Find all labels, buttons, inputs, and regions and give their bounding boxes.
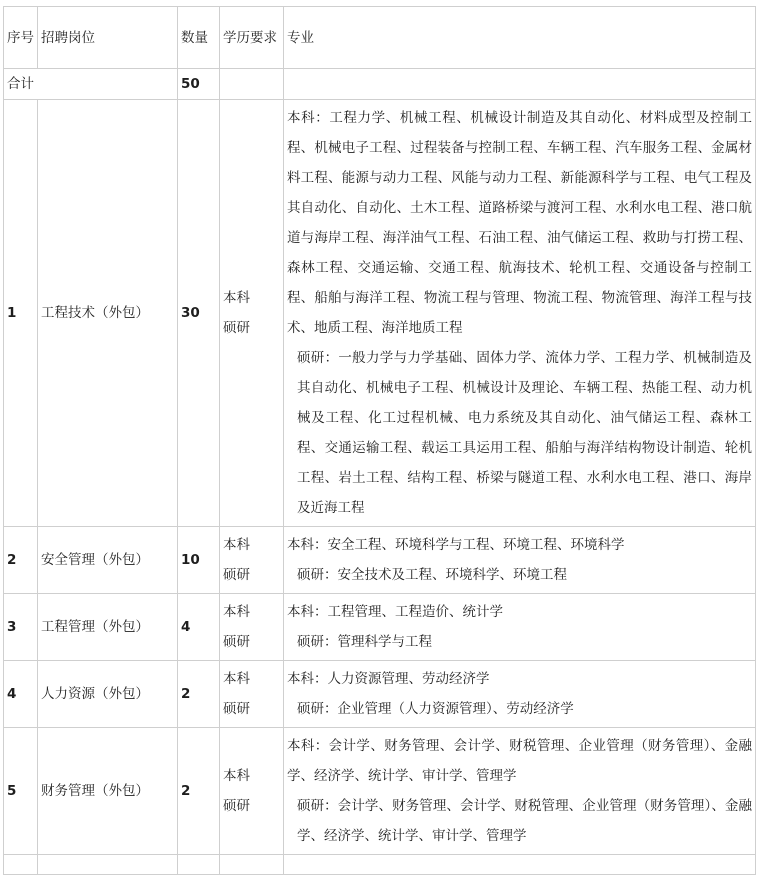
header-seq: 序号 xyxy=(4,7,38,69)
major-master: 硕研：一般力学与力学基础、固体力学、流体力学、工程力学、机械制造及其自动化、机械电子工程、机械设计及理论、车辆工程、热能工程、动力机械及工程、化工过程机械、电力系统及其自动化、油气储运工程、森林工程、交通运输工程、载运工具运用工程、船舶与海洋结构物设计制造、轮机工程、岩土工程、结构工程、桥梁与隧道工程、水利水电工程、港口、海岸及近海工程 xyxy=(297,350,752,516)
education-bachelor: 本科 xyxy=(223,768,250,784)
row-seq: 1 xyxy=(4,100,38,527)
major-bachelor: 本科：安全工程、环境科学与工程、环境工程、环境科学 xyxy=(287,537,625,553)
major-master: 硕研：企业管理（人力资源管理）、劳动经济学 xyxy=(297,701,574,717)
row-major xyxy=(284,661,756,728)
row-major xyxy=(284,594,756,661)
header-major: 专业 xyxy=(284,7,756,69)
major-bachelor: 本科：工程力学、机械工程、机械设计制造及其自动化、材料成型及控制工程、机械电子工程、过程装备与控制工程、车辆工程、汽车服务工程、金属材料工程、能源与动力工程、风能与动力工程、新能源科学与工程、电气工程及其自动化、自动化、土木工程、道路桥梁与渡河工程、水利水电工程、港口航道与海岸工程、海洋油气工程、石油工程、油气储运工程、救助与打捞工程、森林工程、交通运输、交通工程、航海技术、轮机工程、交通设备与控制工程、船舶与海洋工程、物流工程与管理、物流工程、物流管理、海洋工程与技术、地质工程、海洋地质工程 xyxy=(287,110,752,336)
row-seq: 3 xyxy=(4,594,38,661)
row-seq: 5 xyxy=(4,728,38,855)
row-education xyxy=(220,100,284,527)
row-position: 工程管理（外包） xyxy=(38,594,178,661)
row-position: 财务管理（外包） xyxy=(38,728,178,855)
row-count: 4 xyxy=(178,594,220,661)
header-position: 招聘岗位 xyxy=(38,7,178,69)
education-bachelor: 本科 xyxy=(223,604,250,620)
row-major xyxy=(284,100,756,527)
education-master: 硕研 xyxy=(223,798,250,814)
row-position: 安全管理（外包） xyxy=(38,527,178,594)
row-education xyxy=(220,527,284,594)
total-row xyxy=(4,69,756,100)
education-master: 硕研 xyxy=(223,320,250,336)
major-bachelor: 本科：工程管理、工程造价、统计学 xyxy=(287,604,503,620)
education-master: 硕研 xyxy=(223,567,250,583)
row-major xyxy=(284,527,756,594)
education-bachelor: 本科 xyxy=(223,537,250,553)
table-row xyxy=(4,661,756,728)
total-label: 合计 xyxy=(4,69,178,100)
total-count: 50 xyxy=(178,69,220,100)
table-row xyxy=(4,594,756,661)
row-count: 2 xyxy=(178,661,220,728)
education-master: 硕研 xyxy=(223,701,250,717)
row-count: 2 xyxy=(178,728,220,855)
row-count: 10 xyxy=(178,527,220,594)
major-bachelor: 本科：会计学、财务管理、会计学、财税管理、企业管理（财务管理）、金融学、经济学、统计学、审计学、管理学 xyxy=(287,738,752,784)
table-row xyxy=(4,728,756,855)
major-master: 硕研：管理科学与工程 xyxy=(297,634,432,650)
header-count: 数量 xyxy=(178,7,220,69)
recruitment-table xyxy=(3,6,756,875)
row-education xyxy=(220,728,284,855)
education-bachelor: 本科 xyxy=(223,671,250,687)
total-education xyxy=(220,69,284,100)
major-bachelor: 本科：人力资源管理、劳动经济学 xyxy=(287,671,490,687)
table-row xyxy=(4,100,756,527)
education-bachelor: 本科 xyxy=(223,290,250,306)
row-seq: 2 xyxy=(4,527,38,594)
row-education xyxy=(220,594,284,661)
row-position: 工程技术（外包） xyxy=(38,100,178,527)
education-master: 硕研 xyxy=(223,634,250,650)
row-education xyxy=(220,661,284,728)
row-count: 30 xyxy=(178,100,220,527)
row-position: 人力资源（外包） xyxy=(38,661,178,728)
total-major xyxy=(284,69,756,100)
row-seq: 4 xyxy=(4,661,38,728)
header-row xyxy=(4,7,756,69)
major-master: 硕研：会计学、财务管理、会计学、财税管理、企业管理（财务管理）、金融学、经济学、统计学、审计学、管理学 xyxy=(297,798,752,844)
table-row xyxy=(4,527,756,594)
major-master: 硕研：安全技术及工程、环境科学、环境工程 xyxy=(297,567,567,583)
table-row-partial xyxy=(4,855,756,875)
row-major xyxy=(284,728,756,855)
header-education: 学历要求 xyxy=(220,7,284,69)
